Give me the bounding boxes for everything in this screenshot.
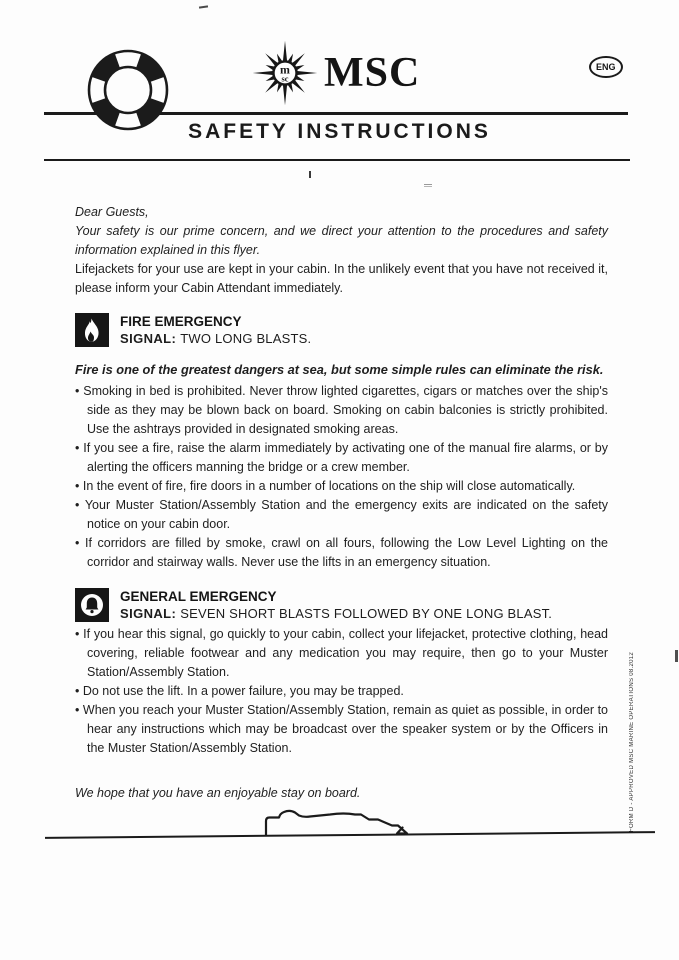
fire-emergency-header — [75, 313, 608, 347]
general-emergency-section — [75, 588, 608, 758]
lifejackets-paragraph: Lifejackets for your use are kept in your cabin. In the unlikely event that you have not received it, please inform your Cabin Attendant immediately. — [75, 262, 608, 295]
list-item: • If you see a fire, raise the alarm immediately by activating one of the manual fire alarms, or by alerting the officers manning the bridge or a crew member. — [75, 439, 608, 477]
brand-lockup — [250, 38, 420, 108]
closing-message: We hope that you have an enjoyable stay on board. — [75, 786, 361, 800]
fire-emergency-signal — [120, 330, 311, 347]
fire-bullet-list — [75, 382, 608, 572]
list-item: • Smoking in bed is prohibited. Never throw lighted cigarettes, cigars or matches over the ship's side as they may be blown back on board. Smoking on cabin balconies is strictly prohibited. Use the ashtrays provided in designated smoking areas. — [75, 382, 608, 439]
signal-label: SIGNAL: — [120, 606, 177, 621]
fire-emergency-heading: FIRE EMERGENCY — [120, 314, 242, 329]
list-item: • In the event of fire, fire doors in a number of locations on the ship will close automatically. — [75, 477, 608, 496]
language-badge: ENG — [589, 56, 623, 78]
salutation: Dear Guests, — [75, 205, 149, 219]
form-reference-note: FORM D - APPROVED MSC MARINE OPERATIONS 08.2012 — [629, 651, 635, 832]
bell-icon — [75, 588, 109, 622]
scan-artifact — [424, 184, 432, 185]
brand-name: MSC — [324, 50, 421, 96]
list-item: • If corridors are filled by smoke, crawl on all fours, following the Low Level Lighting on the corridor and stairway walls. Never use the lifts in an emergency situation. — [75, 534, 608, 572]
general-emergency-header — [75, 588, 608, 622]
general-emergency-titles — [120, 588, 552, 622]
life-ring-icon — [86, 48, 170, 132]
intro-message: Your safety is our prime concern, and we direct your attention to the procedures and safety information explained in this flyer. — [75, 224, 608, 257]
msc-compass-star-logo — [250, 38, 320, 108]
general-bullet-list — [75, 625, 608, 758]
title-divider-line — [44, 159, 630, 161]
signal-label: SIGNAL: — [120, 331, 177, 346]
list-item: • When you reach your Muster Station/Assembly Station, remain as quiet as possible, in order to hear any instructions which may be broadcast over the speaker system or by the Officers in the Muster Station/Assembly Station. — [75, 701, 608, 758]
cruise-ship-outline — [256, 804, 412, 836]
document-body — [75, 203, 608, 803]
fire-emergency-section — [75, 313, 608, 572]
fire-lead-sentence: Fire is one of the greatest dangers at sea, but some simple rules can eliminate the risk. — [75, 362, 604, 377]
scan-artifact — [675, 650, 678, 662]
logo-monogram-m: m — [280, 62, 290, 77]
page-title: SAFETY INSTRUCTIONS — [188, 120, 491, 143]
logo-monogram-sc: sc — [281, 74, 289, 84]
fire-emergency-titles — [120, 313, 311, 347]
general-emergency-heading: GENERAL EMERGENCY — [120, 589, 277, 604]
signal-value: TWO LONG BLASTS. — [180, 331, 312, 346]
scan-artifact — [199, 5, 208, 8]
list-item: • Do not use the lift. In a power failure, you may be trapped. — [75, 682, 608, 701]
signal-value: SEVEN SHORT BLASTS FOLLOWED BY ONE LONG BLAST. — [180, 606, 553, 621]
general-emergency-signal — [120, 605, 552, 622]
flame-icon — [75, 313, 109, 347]
list-item: • Your Muster Station/Assembly Station and the emergency exits are indicated on the safety notice on your cabin door. — [75, 496, 608, 534]
list-item: • If you hear this signal, go quickly to your cabin, collect your lifejacket, protective clothing, head covering, reliable footwear and any medication you may require, then go to your Muster Station/Assembly Station. — [75, 625, 608, 682]
scan-artifact — [309, 171, 311, 178]
